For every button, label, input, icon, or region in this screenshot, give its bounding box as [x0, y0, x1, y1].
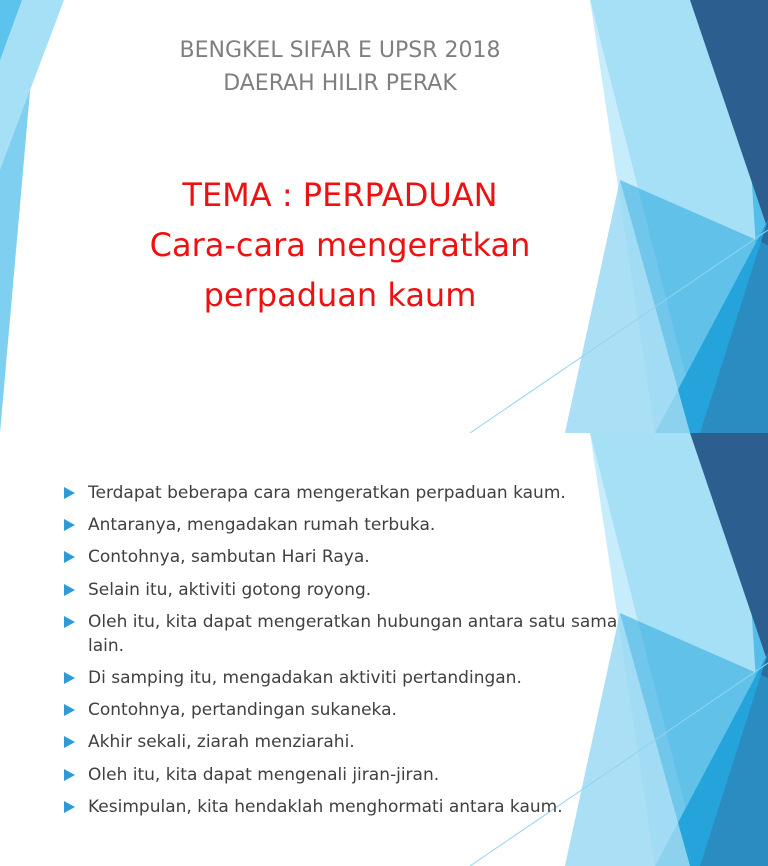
title-line-2: Cara-cara mengeratkan [149, 226, 531, 264]
bullet-item: Selain itu, aktiviti gotong royong. [0, 578, 640, 602]
bullet-item: Oleh itu, kita dapat mengenali jiran-jiran. [0, 763, 640, 787]
subtitle-line-1: BENGKEL SIFAR E UPSR 2018 [179, 38, 501, 63]
subtitle-line-2: DAERAH HILIR PERAK [223, 71, 457, 96]
bullet-arrow-icon [64, 616, 75, 628]
bullet-item: Antaranya, mengadakan rumah terbuka. [0, 513, 640, 537]
bullet-item: Oleh itu, kita dapat mengeratkan hubungan antara satu sama lain. [0, 610, 640, 658]
bullet-arrow-icon [64, 487, 75, 499]
bullet-item: Contohnya, pertandingan sukaneka. [0, 698, 640, 722]
content-slide [0, 433, 768, 866]
bullet-item: Terdapat beberapa cara mengeratkan perpaduan kaum. [0, 481, 640, 505]
title-line-1: TEMA : PERPADUAN [182, 176, 498, 214]
bullet-item: Kesimpulan, kita hendaklah menghormati antara kaum. [0, 795, 640, 819]
bullet-arrow-icon [64, 801, 75, 813]
bullet-arrow-icon [64, 704, 75, 716]
bullet-arrow-icon [64, 736, 75, 748]
bullet-arrow-icon [64, 551, 75, 563]
slide-title [95, 170, 585, 320]
bullet-arrow-icon [64, 519, 75, 531]
bullet-item: Di samping itu, mengadakan aktiviti pertandingan. [0, 666, 640, 690]
bullet-list [0, 481, 640, 827]
bullet-arrow-icon [64, 769, 75, 781]
bullet-item: Contohnya, sambutan Hari Raya. [0, 545, 640, 569]
bullet-arrow-icon [64, 672, 75, 684]
bullet-arrow-icon [64, 584, 75, 596]
subtitle [100, 34, 580, 100]
bullet-item: Akhir sekali, ziarah menziarahi. [0, 730, 640, 754]
title-line-3: perpaduan kaum [203, 276, 477, 314]
